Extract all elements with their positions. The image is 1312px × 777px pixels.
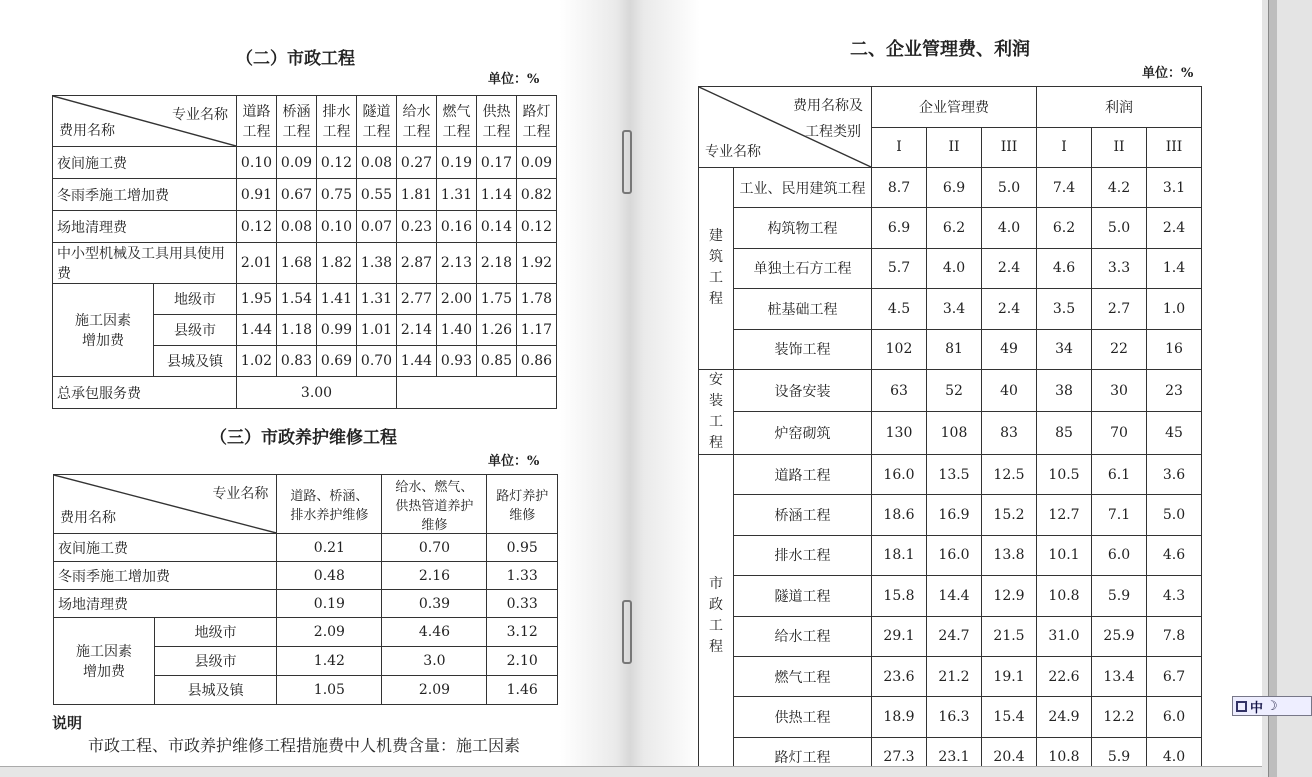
value-cell: 0.08: [357, 147, 397, 179]
column-header: 供热 工程: [477, 96, 517, 147]
table-row: [53, 147, 557, 179]
category-label: 建 筑 工 程: [699, 168, 734, 370]
row-label: 场地清理费: [54, 590, 277, 618]
value-cell: 0.93: [437, 346, 477, 377]
value-cell: 7.8: [1147, 616, 1202, 656]
value-cell: 5.9: [1092, 737, 1147, 777]
value-cell: 5.0: [982, 168, 1037, 208]
value-cell: 15.4: [982, 697, 1037, 737]
row-label: 冬雨季施工增加费: [54, 562, 277, 590]
row-label: 供热工程: [734, 697, 872, 737]
value-cell: 1.05: [277, 676, 382, 705]
row-label: 冬雨季施工增加费: [53, 179, 237, 211]
value-cell: 52: [927, 369, 982, 412]
value-cell: 1.54: [277, 284, 317, 315]
row-label: 隧道工程: [734, 576, 872, 616]
class-header: II: [1092, 127, 1147, 168]
value-cell: 3.3: [1092, 248, 1147, 288]
row-label: 桩基础工程: [734, 289, 872, 329]
sub-row-label: 县城及镇: [154, 346, 237, 377]
value-cell: 20.4: [982, 737, 1037, 777]
category-label: 安 装 工 程: [699, 369, 734, 454]
row-label: 桥涵工程: [734, 495, 872, 535]
ime-language-label[interactable]: 中: [1250, 700, 1264, 716]
value-cell: 0.39: [382, 590, 487, 618]
column-header: 隧道 工程: [357, 96, 397, 147]
class-header: III: [982, 127, 1037, 168]
value-cell: 16.9: [927, 495, 982, 535]
section2-unit: 单位：%: [488, 72, 540, 87]
value-cell: 2.09: [277, 618, 382, 647]
value-cell: 0.83: [277, 346, 317, 377]
right-page-title: 二、企业管理费、利润: [850, 39, 1030, 60]
value-cell: 4.2: [1092, 168, 1147, 208]
sub-row-label: 地级市: [155, 618, 277, 647]
row-label: 道路工程: [734, 454, 872, 494]
class-header: I: [1037, 127, 1092, 168]
value-cell: 2.10: [487, 647, 558, 676]
section3-unit: 单位：%: [488, 454, 540, 469]
diag-mid-label: 工程类别: [805, 124, 861, 140]
value-cell: 5.9: [1092, 576, 1147, 616]
table-row: [53, 243, 557, 284]
value-cell: 0.08: [277, 211, 317, 243]
value-cell: 0.09: [517, 147, 557, 179]
value-cell: 0.19: [437, 147, 477, 179]
value-cell: 7.1: [1092, 495, 1147, 535]
value-cell: 6.7: [1147, 656, 1202, 696]
value-cell: 21.5: [982, 616, 1037, 656]
class-header: I: [872, 127, 927, 168]
value-cell: 1.33: [487, 562, 558, 590]
table-row: [699, 289, 1202, 329]
row-label: 工业、民用建筑工程: [734, 168, 872, 208]
value-cell: 12.9: [982, 576, 1037, 616]
sub-row-label: 县级市: [154, 315, 237, 346]
value-cell: 0.82: [517, 179, 557, 211]
table-row: [699, 454, 1202, 494]
table-row: [699, 168, 1202, 208]
value-cell: 0.70: [382, 534, 487, 562]
value-cell: 22.6: [1037, 656, 1092, 696]
header-diagonal-cell: [699, 87, 872, 168]
value-cell: 25.9: [1092, 616, 1147, 656]
value-cell: 0.70: [357, 346, 397, 377]
diag-bottom-label: 费用名称: [60, 510, 116, 526]
value-cell: 2.13: [437, 243, 477, 284]
staple: [622, 130, 632, 194]
value-cell: 108: [927, 412, 982, 455]
value-cell: 0.95: [487, 534, 558, 562]
value-cell: 6.2: [1037, 208, 1092, 248]
value-cell: 3.0: [382, 647, 487, 676]
value-cell: 49: [982, 329, 1037, 369]
value-cell: 0.27: [397, 147, 437, 179]
value-cell: 1.01: [357, 315, 397, 346]
value-cell: 31.0: [1037, 616, 1092, 656]
value-cell: 0.55: [357, 179, 397, 211]
value-cell: 29.1: [872, 616, 927, 656]
row-label: 单独土石方工程: [734, 248, 872, 288]
value-cell: 0.10: [237, 147, 277, 179]
vertical-scrollbar[interactable]: [1268, 0, 1277, 777]
value-cell: 1.46: [487, 676, 558, 705]
header-diagonal-cell: [53, 96, 237, 147]
value-cell: 102: [872, 329, 927, 369]
value-cell: 0.67: [277, 179, 317, 211]
table-row: [699, 576, 1202, 616]
value-cell: 24.7: [927, 616, 982, 656]
value-cell: 34: [1037, 329, 1092, 369]
value-cell: 2.7: [1092, 289, 1147, 329]
value-cell: 14.4: [927, 576, 982, 616]
value-cell: 6.1: [1092, 454, 1147, 494]
header-diagonal-cell: [54, 475, 277, 534]
value-cell: 23: [1147, 369, 1202, 412]
value-cell: 1.78: [517, 284, 557, 315]
group-label: 施工因素 增加费: [53, 284, 154, 377]
value-cell: 0.91: [237, 179, 277, 211]
value-cell: 1.42: [277, 647, 382, 676]
note-text: 市政工程、市政养护维修工程措施费中人机费含量：施工因素: [88, 736, 521, 755]
value-cell: 4.0: [982, 208, 1037, 248]
diag-top-label: 专业名称: [172, 107, 228, 123]
value-cell: 27.3: [872, 737, 927, 777]
value-cell: 16.3: [927, 697, 982, 737]
value-cell: 5.0: [1092, 208, 1147, 248]
viewer-bottom-toolbar[interactable]: [0, 766, 1262, 777]
value-cell: 15.2: [982, 495, 1037, 535]
table-row: [699, 329, 1202, 369]
value-cell: 0.12: [517, 211, 557, 243]
row-label: 设备安装: [734, 369, 872, 412]
sub-row-label: 县城及镇: [155, 676, 277, 705]
value-cell: 3.00: [237, 377, 397, 409]
value-cell: 4.6: [1147, 535, 1202, 575]
empty-cell: [397, 377, 557, 409]
row-label: 构筑物工程: [734, 208, 872, 248]
value-cell: 10.8: [1037, 737, 1092, 777]
maintenance-measures-table: [53, 474, 558, 705]
value-cell: 13.8: [982, 535, 1037, 575]
value-cell: 15.8: [872, 576, 927, 616]
value-cell: 13.4: [1092, 656, 1147, 696]
value-cell: 22: [1092, 329, 1147, 369]
value-cell: 7.4: [1037, 168, 1092, 208]
value-cell: 19.1: [982, 656, 1037, 696]
value-cell: 4.5: [872, 289, 927, 329]
ime-toolbar[interactable]: [1232, 696, 1312, 716]
value-cell: 3.5: [1037, 289, 1092, 329]
value-cell: 0.23: [397, 211, 437, 243]
value-cell: 6.0: [1092, 535, 1147, 575]
value-cell: 3.4: [927, 289, 982, 329]
value-cell: 0.16: [437, 211, 477, 243]
value-cell: 13.5: [927, 454, 982, 494]
table-row: [699, 616, 1202, 656]
row-label: 中小型机械及工具用具使用费: [53, 243, 237, 284]
value-cell: 0.85: [477, 346, 517, 377]
value-cell: 1.44: [397, 346, 437, 377]
value-cell: 6.2: [927, 208, 982, 248]
table-row: [699, 412, 1202, 455]
value-cell: 45: [1147, 412, 1202, 455]
table-row: [53, 377, 557, 409]
value-cell: 130: [872, 412, 927, 455]
table-row: [53, 284, 557, 315]
value-cell: 6.9: [927, 168, 982, 208]
group-label: 施工因素 增加费: [54, 618, 155, 705]
value-cell: 21.2: [927, 656, 982, 696]
value-cell: 4.3: [1147, 576, 1202, 616]
class-header: II: [927, 127, 982, 168]
value-cell: 1.81: [397, 179, 437, 211]
column-header: 燃气 工程: [437, 96, 477, 147]
value-cell: 85: [1037, 412, 1092, 455]
sub-row-label: 地级市: [154, 284, 237, 315]
value-cell: 1.31: [357, 284, 397, 315]
column-header: 桥涵 工程: [277, 96, 317, 147]
value-cell: 5.0: [1147, 495, 1202, 535]
group-header: 利润: [1037, 87, 1202, 128]
value-cell: 8.7: [872, 168, 927, 208]
group-header: 企业管理费: [872, 87, 1037, 128]
table-row: [54, 562, 558, 590]
column-header: 路灯 工程: [517, 96, 557, 147]
value-cell: 63: [872, 369, 927, 412]
row-label: 场地清理费: [53, 211, 237, 243]
table-row: [699, 248, 1202, 288]
value-cell: 1.4: [1147, 248, 1202, 288]
value-cell: 1.68: [277, 243, 317, 284]
value-cell: 0.12: [317, 147, 357, 179]
diag-top-label: 费用名称及: [793, 98, 863, 114]
value-cell: 1.18: [277, 315, 317, 346]
value-cell: 70: [1092, 412, 1147, 455]
value-cell: 6.9: [872, 208, 927, 248]
value-cell: 2.16: [382, 562, 487, 590]
value-cell: 30: [1092, 369, 1147, 412]
value-cell: 38: [1037, 369, 1092, 412]
value-cell: 0.19: [277, 590, 382, 618]
right-page-unit: 单位：%: [1142, 66, 1194, 81]
value-cell: 4.0: [927, 248, 982, 288]
value-cell: 2.01: [237, 243, 277, 284]
column-header: 道路、桥涵、 排水养护维修: [277, 475, 382, 534]
value-cell: 0.17: [477, 147, 517, 179]
value-cell: 12.7: [1037, 495, 1092, 535]
staple: [622, 600, 632, 664]
value-cell: 0.07: [357, 211, 397, 243]
table-row: [53, 211, 557, 243]
value-cell: 2.4: [982, 248, 1037, 288]
value-cell: 23.6: [872, 656, 927, 696]
class-header: III: [1147, 127, 1202, 168]
table-row: [53, 179, 557, 211]
ime-logo-icon: [1236, 701, 1247, 712]
value-cell: 0.14: [477, 211, 517, 243]
table-row: [54, 618, 558, 647]
table-row: [699, 697, 1202, 737]
row-label: 炉窑砌筑: [734, 412, 872, 455]
value-cell: 0.10: [317, 211, 357, 243]
row-label: 排水工程: [734, 535, 872, 575]
value-cell: 3.12: [487, 618, 558, 647]
diag-bottom-label: 专业名称: [705, 144, 761, 160]
value-cell: 1.82: [317, 243, 357, 284]
value-cell: 4.6: [1037, 248, 1092, 288]
value-cell: 23.1: [927, 737, 982, 777]
value-cell: 24.9: [1037, 697, 1092, 737]
value-cell: 4.46: [382, 618, 487, 647]
column-header: 排水 工程: [317, 96, 357, 147]
section2-title: （二）市政工程: [236, 49, 355, 69]
value-cell: 2.14: [397, 315, 437, 346]
value-cell: 0.69: [317, 346, 357, 377]
row-label: 燃气工程: [734, 656, 872, 696]
value-cell: 1.41: [317, 284, 357, 315]
moon-icon[interactable]: ☽: [1266, 698, 1278, 714]
table-row: [699, 208, 1202, 248]
value-cell: 6.0: [1147, 697, 1202, 737]
table-row: [699, 535, 1202, 575]
value-cell: 10.5: [1037, 454, 1092, 494]
value-cell: 2.18: [477, 243, 517, 284]
value-cell: 16: [1147, 329, 1202, 369]
value-cell: 2.87: [397, 243, 437, 284]
value-cell: 1.0: [1147, 289, 1202, 329]
table-row: [699, 369, 1202, 412]
value-cell: 0.86: [517, 346, 557, 377]
value-cell: 1.14: [477, 179, 517, 211]
value-cell: 83: [982, 412, 1037, 455]
column-header: 道路 工程: [237, 96, 277, 147]
value-cell: 4.0: [1147, 737, 1202, 777]
management-fee-profit-table: [698, 86, 1202, 777]
value-cell: 0.99: [317, 315, 357, 346]
table-row: [699, 495, 1202, 535]
value-cell: 18.9: [872, 697, 927, 737]
value-cell: 1.75: [477, 284, 517, 315]
column-header: 路灯养护 维修: [487, 475, 558, 534]
category-label: 市 政 工 程: [699, 454, 734, 777]
table-row: [54, 590, 558, 618]
value-cell: 1.02: [237, 346, 277, 377]
municipal-measures-table: [52, 95, 557, 409]
value-cell: 1.40: [437, 315, 477, 346]
value-cell: 2.00: [437, 284, 477, 315]
value-cell: 1.92: [517, 243, 557, 284]
value-cell: 0.75: [317, 179, 357, 211]
value-cell: 2.4: [1147, 208, 1202, 248]
section3-title: （三）市政养护维修工程: [210, 428, 397, 448]
value-cell: 10.1: [1037, 535, 1092, 575]
table-row: [699, 656, 1202, 696]
value-cell: 1.31: [437, 179, 477, 211]
value-cell: 2.09: [382, 676, 487, 705]
value-cell: 3.6: [1147, 454, 1202, 494]
value-cell: 0.12: [237, 211, 277, 243]
row-label: 给水工程: [734, 616, 872, 656]
value-cell: 0.09: [277, 147, 317, 179]
row-label: 夜间施工费: [54, 534, 277, 562]
value-cell: 81: [927, 329, 982, 369]
row-label: 路灯工程: [734, 737, 872, 777]
value-cell: 0.48: [277, 562, 382, 590]
value-cell: 2.4: [982, 289, 1037, 329]
diag-top-label: 专业名称: [212, 486, 269, 502]
sub-row-label: 县级市: [155, 647, 277, 676]
value-cell: 18.6: [872, 495, 927, 535]
value-cell: 18.1: [872, 535, 927, 575]
value-cell: 1.44: [237, 315, 277, 346]
value-cell: 0.33: [487, 590, 558, 618]
table-row: [54, 534, 558, 562]
value-cell: 10.8: [1037, 576, 1092, 616]
value-cell: 12.5: [982, 454, 1037, 494]
row-label: 总承包服务费: [53, 377, 237, 409]
value-cell: 0.21: [277, 534, 382, 562]
value-cell: 16.0: [927, 535, 982, 575]
diag-bottom-label: 费用名称: [59, 123, 115, 139]
value-cell: 1.26: [477, 315, 517, 346]
column-header: 给水、燃气、 供热管道养护 维修: [382, 475, 487, 534]
value-cell: 16.0: [872, 454, 927, 494]
value-cell: 3.1: [1147, 168, 1202, 208]
note-label: 说明: [52, 714, 83, 732]
value-cell: 1.38: [357, 243, 397, 284]
value-cell: 5.7: [872, 248, 927, 288]
row-label: 装饰工程: [734, 329, 872, 369]
value-cell: 40: [982, 369, 1037, 412]
value-cell: 1.17: [517, 315, 557, 346]
row-label: 夜间施工费: [53, 147, 237, 179]
column-header: 给水 工程: [397, 96, 437, 147]
value-cell: 12.2: [1092, 697, 1147, 737]
value-cell: 1.95: [237, 284, 277, 315]
value-cell: 2.77: [397, 284, 437, 315]
